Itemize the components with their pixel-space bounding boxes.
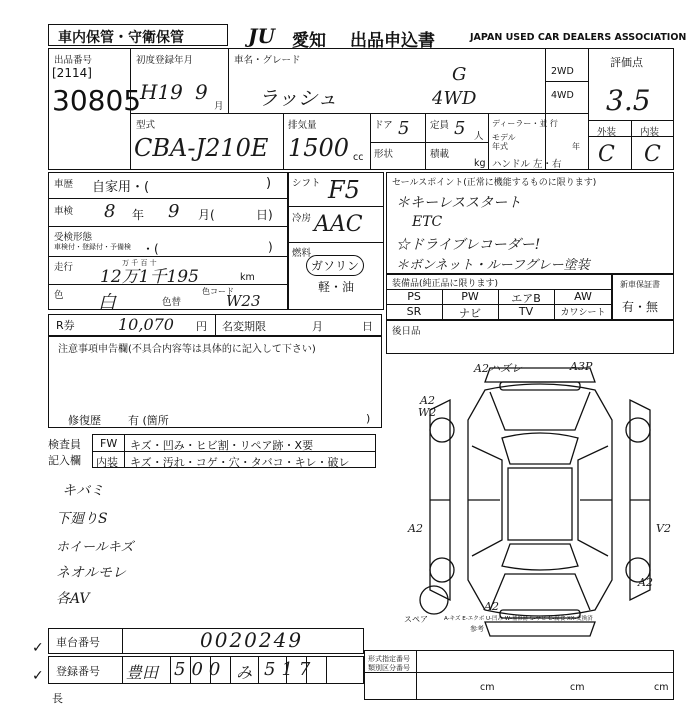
reg-date-label: 初度登録年月 — [136, 55, 194, 66]
name-change-day: 日 — [362, 320, 373, 333]
reg-month-unit: 月 — [214, 101, 224, 112]
chassis-label: 車台番号 — [56, 636, 100, 649]
load-unit: kg — [474, 158, 486, 169]
inspector-in-items: キズ・汚れ・コゲ・穴・タバコ・キレ・破レ — [130, 456, 350, 469]
storage-note: 車内保管・守衛保管 — [58, 30, 184, 46]
drive-4wd: 4WD — [551, 90, 574, 101]
org-name: 愛知 — [292, 31, 326, 51]
accept-line: ・( — [142, 242, 159, 256]
shaken-year: 8 — [104, 201, 116, 222]
inspector-label-1: 検査員 — [48, 438, 81, 451]
mark-a2-hazure: A2ハズレ — [474, 362, 522, 375]
repair-close: ) — [366, 412, 371, 425]
notes-title: 注意事項申告欄(不具合内容等は具体的に記入して下さい) — [58, 344, 316, 355]
car-name-label: 車名・グレード — [234, 55, 301, 66]
fuel-label: 燃料 — [292, 248, 312, 259]
recycle-label: R券 — [56, 319, 75, 332]
color-change-label: 色替 — [162, 297, 182, 308]
inspector-label-2: 記入欄 — [48, 454, 81, 467]
equip-navi: ナビ — [459, 307, 481, 320]
history-label: 車歴 — [54, 179, 74, 190]
name-change-month: 月 — [312, 320, 323, 333]
shift-label: シフト — [292, 178, 321, 189]
lot-code: [2114] — [52, 66, 92, 80]
mark-w2: W2 — [418, 406, 437, 419]
sales-point-4: ＊ボンネット・ルーフグレー塗装 — [396, 258, 590, 273]
sales-point-3: ☆ドライブレコーダー! — [396, 237, 541, 253]
equip-ps: PS — [407, 290, 421, 303]
sales-points-title: セールスポイント(正常に機能するものに限ります) — [392, 178, 597, 188]
name-change-label: 名変期限 — [222, 320, 266, 333]
check-mark-2: ✓ — [32, 668, 44, 684]
aircon-value: AAC — [314, 212, 363, 237]
reg-number-label: 登録番号 — [56, 665, 100, 678]
shift-value: F5 — [328, 176, 360, 204]
fuel-opts: 軽・油 — [318, 280, 355, 294]
shaken-year-unit: 年 — [132, 208, 145, 222]
history-value: 自家用・( — [92, 180, 150, 195]
drive-2wd: 2WD — [551, 66, 574, 77]
reg-era-year: H19 — [140, 80, 183, 104]
shaken-day-unit: 日) — [256, 208, 273, 222]
spare-label: スペア — [404, 615, 428, 624]
repair-label: 修復歴 — [68, 414, 101, 427]
model-label: 型式 — [136, 120, 156, 131]
interior-grade: C — [644, 142, 661, 167]
reg-area: 豊田 — [126, 663, 159, 682]
check-mark-1: ✓ — [32, 640, 44, 656]
capacity-value: 5 — [454, 118, 466, 139]
shape-num-unit-1: cm — [480, 682, 495, 693]
hand-note-3: ホイールキズ — [56, 540, 134, 555]
displacement-value: 1500 — [288, 134, 350, 162]
lot-number: 30805 — [52, 84, 142, 117]
fuel-value: ガソリン — [306, 255, 364, 276]
doors-value: 5 — [398, 118, 410, 139]
doors-label: ドア — [374, 120, 393, 131]
accept-label: 受検形態 — [54, 232, 93, 243]
association-name: JAPAN USED CAR DEALERS ASSOCIATION — [470, 32, 687, 43]
mark-a2-left-mid: A2 — [408, 522, 423, 535]
recycle-unit: 円 — [196, 320, 207, 333]
reg-class: 500 — [174, 659, 227, 680]
reg-kana: み — [236, 663, 253, 682]
shape-num-unit-3: cm — [654, 682, 669, 693]
dealer-line2: モデル — [492, 133, 516, 142]
insurance-label: 新車保証書 — [620, 280, 660, 289]
ju-logo: JU — [248, 24, 275, 48]
history-close: ) — [266, 176, 272, 191]
dealer-year-unit: 年 — [572, 142, 580, 151]
mileage-value: 12万1千195 — [100, 267, 199, 287]
equip-aw: AW — [574, 290, 592, 303]
exterior-grade: C — [598, 142, 615, 167]
hand-note-5: 各AV — [56, 591, 90, 607]
chassis-value: 0020249 — [200, 628, 304, 652]
color-value: 白 — [98, 292, 116, 313]
capacity-label: 定員 — [430, 120, 450, 131]
shape-num-label: 形式指定番号 — [368, 655, 410, 663]
shaken-month: 9 — [168, 201, 180, 222]
load-label: 積載 — [430, 149, 450, 160]
back-order-label: 後日品 — [392, 326, 421, 337]
shaken-label: 車検 — [54, 206, 74, 217]
car-drive: 4WD — [432, 88, 477, 109]
interior-label: 内装 — [640, 127, 660, 138]
equipment-title: 装備品(純正品に限ります) — [392, 279, 499, 289]
inspector-fw-items: キズ・凹み・ヒビ割・リペア跡・X要 — [130, 439, 314, 452]
lot-label: 出品番号 — [54, 55, 93, 66]
score-value: 3.5 — [606, 84, 651, 117]
mark-a3p: A3P — [570, 360, 593, 373]
equip-seat: カワシート — [560, 308, 606, 318]
car-name: ラッシュ — [258, 86, 338, 110]
sales-point-2: ETC — [412, 214, 443, 230]
car-grade: G — [452, 64, 467, 85]
equip-tv: TV — [518, 305, 534, 318]
shape-number-block — [364, 650, 674, 700]
mileage-label: 走行 — [54, 262, 74, 273]
inspector-in: 内装 — [96, 456, 118, 469]
equip-sr: SR — [406, 305, 422, 318]
dealer-line1: ディーラー・並 行 — [492, 119, 558, 128]
back-order-block — [386, 320, 674, 354]
repair-value: 有 (箇所 — [128, 414, 169, 427]
sales-point-1: ＊キーレススタート — [396, 195, 522, 211]
model-value: CBA-J210E — [134, 134, 269, 162]
mark-a2-left-top: A2 — [420, 394, 435, 407]
dealer-line3: 年式 — [492, 142, 508, 151]
shape-num-label2: 類別区分番号 — [368, 664, 410, 672]
hand-note-1: キバミ — [62, 483, 104, 499]
hand-note-4: ネオルモレ — [56, 565, 126, 581]
insurance-value: 有・無 — [622, 300, 659, 314]
color-code-label: 色コード — [202, 287, 234, 296]
form-title: 出品申込書 — [350, 31, 435, 51]
mileage-unit: km — [240, 272, 255, 283]
color-code: W23 — [226, 292, 261, 310]
mark-a2-right-low: A2 — [638, 576, 653, 589]
accept-close: ) — [268, 240, 273, 254]
mark-v2: V2 — [656, 522, 671, 535]
handle-label: ハンドル 左・右 — [492, 159, 562, 170]
accept-sub: 車検付・登録付・予備検 — [54, 243, 131, 251]
mark-a2-bottom: A2 — [484, 600, 499, 613]
inspector-fw: FW — [100, 437, 118, 450]
reg-num: 517 — [264, 659, 317, 680]
reg-month: 9 — [195, 80, 208, 104]
exterior-label: 外装 — [597, 127, 617, 138]
legend-line2: 参考 — [470, 625, 484, 633]
score-label: 評価点 — [610, 56, 643, 69]
shape-num-unit-2: cm — [570, 682, 585, 693]
bottom-label: 長 — [52, 692, 63, 705]
recycle-value: 10,070 — [118, 315, 174, 334]
aircon-label: 冷房 — [292, 213, 312, 224]
shaken-month-unit: 月( — [198, 208, 215, 222]
equip-pw: PW — [461, 290, 479, 303]
capacity-unit: 人 — [474, 131, 484, 142]
displacement-label: 排気量 — [288, 120, 317, 131]
shape-label: 形状 — [374, 149, 394, 160]
hand-note-2: 下廻りS — [56, 511, 108, 527]
mileage-units: 万 千 百 十 — [122, 259, 157, 267]
color-label: 色 — [54, 290, 64, 301]
equip-airbag: エアB — [511, 292, 541, 305]
car-damage-diagram — [390, 360, 690, 640]
displacement-unit: cc — [353, 152, 364, 163]
legend-line1: A-キズ E-エクボ U-凹み W-補修跡 S-サビ C-腐食 XX-交換済 — [444, 616, 593, 622]
